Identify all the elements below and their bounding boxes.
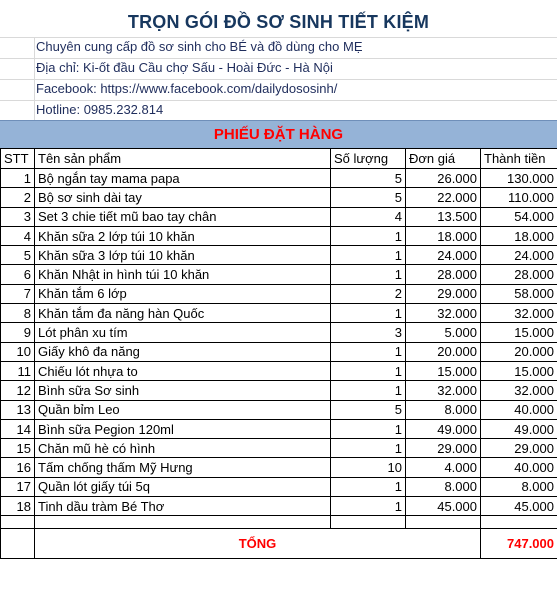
product-name-cell[interactable]: Khăn sữa 3 lớp túi 10 khăn [35, 246, 331, 265]
info-hotline: Hotline: 0985.232.814 [36, 102, 164, 117]
row-number-cell[interactable]: 17 [1, 477, 35, 496]
empty-cell[interactable] [331, 516, 406, 529]
product-name-cell[interactable]: Khăn sữa 2 lớp túi 10 khăn [35, 226, 331, 245]
empty-cell[interactable] [35, 516, 331, 529]
header-quantity[interactable]: Số lượng [331, 149, 406, 169]
row-number-cell[interactable]: 7 [1, 284, 35, 303]
quantity-cell[interactable]: 1 [331, 226, 406, 245]
info-row[interactable] [0, 58, 557, 79]
row-number-cell[interactable]: 18 [1, 497, 35, 516]
row-number-cell[interactable]: 9 [1, 323, 35, 342]
table-row [1, 169, 557, 188]
line-total-cell[interactable]: 110.000 [481, 188, 557, 207]
row-number-cell[interactable]: 13 [1, 400, 35, 419]
table-row [1, 361, 557, 380]
table-row [1, 284, 557, 303]
quantity-cell[interactable]: 1 [331, 342, 406, 361]
unit-price-cell[interactable]: 15.000 [406, 361, 481, 380]
unit-price-cell[interactable]: 32.000 [406, 304, 481, 323]
table-row [1, 477, 557, 496]
product-name-cell[interactable]: Chăn mũ hè có hình [35, 439, 331, 458]
line-total-cell[interactable]: 29.000 [481, 439, 557, 458]
product-name-cell[interactable]: Quần bỉm Leo [35, 400, 331, 419]
table-row [1, 188, 557, 207]
line-total-cell[interactable]: 32.000 [481, 304, 557, 323]
table-row [1, 381, 557, 400]
unit-price-cell[interactable]: 22.000 [406, 188, 481, 207]
row-number-cell[interactable]: 5 [1, 246, 35, 265]
cell-divider [34, 59, 35, 79]
line-total-cell[interactable]: 45.000 [481, 497, 557, 516]
quantity-cell[interactable]: 1 [331, 265, 406, 284]
unit-price-cell[interactable]: 49.000 [406, 419, 481, 438]
quantity-cell[interactable]: 5 [331, 169, 406, 188]
info-facebook: Facebook: https://www.facebook.com/dailydososinh/ [36, 81, 338, 96]
line-total-cell[interactable]: 49.000 [481, 419, 557, 438]
row-number-cell[interactable]: 3 [1, 207, 35, 226]
info-address: Địa chỉ: Ki-ốt đầu Cầu chợ Sấu - Hoài Đức - Hà Nội [36, 60, 333, 75]
quantity-cell[interactable]: 1 [331, 361, 406, 380]
empty-cell[interactable] [481, 516, 557, 529]
quantity-cell[interactable]: 3 [331, 323, 406, 342]
product-name-cell[interactable]: Tinh dầu tràm Bé Thơ [35, 497, 331, 516]
quantity-cell[interactable]: 1 [331, 497, 406, 516]
product-name-cell[interactable]: Chiếu lót nhựa to [35, 361, 331, 380]
order-label: PHIẾU ĐẶT HÀNG [213, 126, 344, 143]
total-row [1, 529, 557, 559]
header-unit-price[interactable]: Đơn giá [406, 149, 481, 169]
product-name-cell[interactable]: Khăn tắm đa năng hàn Quốc [35, 304, 331, 323]
line-total-cell[interactable]: 130.000 [481, 169, 557, 188]
empty-cell[interactable] [1, 516, 35, 529]
product-name-cell[interactable]: Bộ ngắn tay mama papa [35, 169, 331, 188]
table-row [1, 458, 557, 477]
info-tagline: Chuyên cung cấp đồ sơ sinh cho BÉ và đồ dùng cho MẸ [36, 39, 363, 54]
empty-row [1, 516, 557, 529]
total-value[interactable]: 747.000 [481, 529, 557, 559]
quantity-cell[interactable]: 2 [331, 284, 406, 303]
line-total-cell[interactable]: 20.000 [481, 342, 557, 361]
unit-price-cell[interactable]: 28.000 [406, 265, 481, 284]
line-total-cell[interactable]: 28.000 [481, 265, 557, 284]
line-total-cell[interactable]: 18.000 [481, 226, 557, 245]
order-header-band[interactable] [0, 120, 557, 148]
unit-price-cell[interactable]: 29.000 [406, 284, 481, 303]
quantity-cell[interactable]: 1 [331, 381, 406, 400]
info-row[interactable] [0, 100, 557, 121]
quantity-cell[interactable]: 5 [331, 188, 406, 207]
table-row [1, 304, 557, 323]
quantity-cell[interactable]: 1 [331, 246, 406, 265]
quantity-cell[interactable]: 1 [331, 419, 406, 438]
product-name-cell[interactable]: Bình sữa Pegion 120ml [35, 419, 331, 438]
info-row[interactable] [0, 37, 557, 58]
row-number-cell[interactable]: 14 [1, 419, 35, 438]
table-header-row [1, 149, 557, 169]
row-number-cell[interactable]: 1 [1, 169, 35, 188]
cell-divider [34, 101, 35, 121]
unit-price-cell[interactable]: 18.000 [406, 226, 481, 245]
product-name-cell[interactable]: Bộ sơ sinh dài tay [35, 188, 331, 207]
unit-price-cell[interactable]: 4.000 [406, 458, 481, 477]
unit-price-cell[interactable]: 32.000 [406, 381, 481, 400]
product-name-cell[interactable]: Khăn tắm 6 lớp [35, 284, 331, 303]
product-name-cell[interactable]: Khăn Nhật in hình túi 10 khăn [35, 265, 331, 284]
unit-price-cell[interactable]: 45.000 [406, 497, 481, 516]
line-total-cell[interactable]: 24.000 [481, 246, 557, 265]
product-name-cell[interactable]: Lót phân xu tím [35, 323, 331, 342]
row-number-cell[interactable]: 10 [1, 342, 35, 361]
row-number-cell[interactable]: 4 [1, 226, 35, 245]
quantity-cell[interactable]: 10 [331, 458, 406, 477]
row-number-cell[interactable]: 2 [1, 188, 35, 207]
table-row [1, 226, 557, 245]
quantity-cell[interactable]: 1 [331, 439, 406, 458]
row-number-cell[interactable]: 6 [1, 265, 35, 284]
header-product-name[interactable]: Tên sản phẩm [35, 149, 331, 169]
quantity-cell[interactable]: 1 [331, 477, 406, 496]
row-number-cell[interactable]: 12 [1, 381, 35, 400]
info-row[interactable] [0, 79, 557, 100]
table-row [1, 400, 557, 419]
line-total-cell[interactable]: 8.000 [481, 477, 557, 496]
line-total-cell[interactable]: 40.000 [481, 400, 557, 419]
table-row [1, 265, 557, 284]
table-row [1, 342, 557, 361]
line-total-cell[interactable]: 40.000 [481, 458, 557, 477]
line-total-cell[interactable]: 32.000 [481, 381, 557, 400]
unit-price-cell[interactable]: 8.000 [406, 477, 481, 496]
product-name-cell[interactable]: Set 3 chie tiết mũ bao tay chân [35, 207, 331, 226]
unit-price-cell[interactable]: 26.000 [406, 169, 481, 188]
unit-price-cell[interactable]: 29.000 [406, 439, 481, 458]
unit-price-cell[interactable]: 20.000 [406, 342, 481, 361]
line-total-cell[interactable]: 58.000 [481, 284, 557, 303]
quantity-cell[interactable]: 1 [331, 304, 406, 323]
row-number-cell[interactable]: 8 [1, 304, 35, 323]
table-row [1, 246, 557, 265]
product-name-cell[interactable]: Quần lót giấy túi 5q [35, 477, 331, 496]
table-row [1, 497, 557, 516]
row-number-cell[interactable]: 16 [1, 458, 35, 477]
line-total-cell[interactable]: 15.000 [481, 323, 557, 342]
line-total-cell[interactable]: 54.000 [481, 207, 557, 226]
table-row [1, 439, 557, 458]
header-stt[interactable]: STT [1, 149, 35, 169]
quantity-cell[interactable]: 5 [331, 400, 406, 419]
quantity-cell[interactable]: 4 [331, 207, 406, 226]
product-name-cell[interactable]: Bình sữa Sơ sinh [35, 381, 331, 400]
order-table [0, 148, 557, 559]
table-row [1, 323, 557, 342]
line-total-cell[interactable]: 15.000 [481, 361, 557, 380]
unit-price-cell[interactable]: 8.000 [406, 400, 481, 419]
unit-price-cell[interactable]: 13.500 [406, 207, 481, 226]
unit-price-cell[interactable]: 24.000 [406, 246, 481, 265]
total-empty-cell[interactable] [1, 529, 35, 559]
cell-divider [34, 38, 35, 58]
table-row [1, 207, 557, 226]
product-name-cell[interactable]: Tấm chống thấm Mỹ Hưng [35, 458, 331, 477]
table-row [1, 419, 557, 438]
row-number-cell[interactable]: 15 [1, 439, 35, 458]
cell-divider [34, 80, 35, 100]
product-name-cell[interactable]: Giấy khô đa năng [35, 342, 331, 361]
total-label[interactable]: TỔNG [35, 529, 481, 559]
sheet-title: TRỌN GÓI ĐỒ SƠ SINH TIẾT KIỆM [127, 12, 430, 32]
header-line-total[interactable]: Thành tiền [481, 149, 557, 169]
empty-cell[interactable] [406, 516, 481, 529]
unit-price-cell[interactable]: 5.000 [406, 323, 481, 342]
row-number-cell[interactable]: 11 [1, 361, 35, 380]
